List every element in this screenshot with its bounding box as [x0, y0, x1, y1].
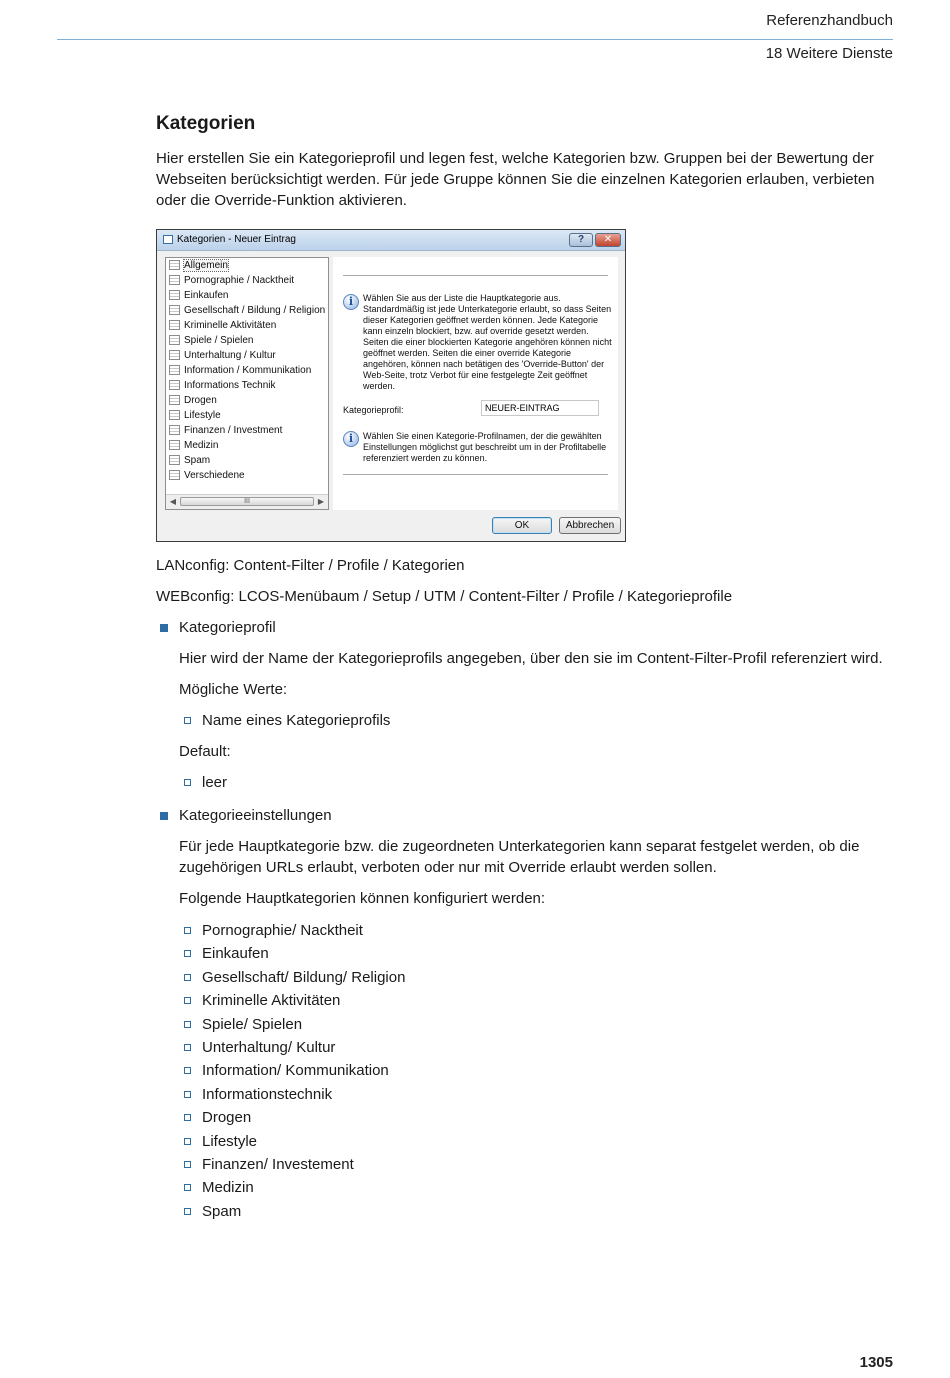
tree-item[interactable]: Gesellschaft / Bildung / Religion — [166, 303, 328, 318]
webconfig-path: WEBconfig: LCOS-Menübaum / Setup / UTM / Content-Filter / Profile / Kategorieprofile — [156, 588, 733, 605]
possible-values-label: Mögliche Werte: — [179, 681, 288, 698]
grid-icon — [169, 260, 180, 270]
tree-item-allgemein[interactable]: Allgemein — [166, 258, 328, 273]
grid-icon — [169, 470, 180, 480]
list-item: Spiele/ Spielen — [179, 1013, 893, 1036]
category-tree[interactable] — [165, 257, 329, 510]
info-text-profile: Wählen Sie einen Kategorie-Profilnamen, der die gewählten Einstellungen möglichst gut beschreibt um in der Profiltabelle referenziert werden zu können. — [363, 431, 607, 463]
parameter-list — [156, 617, 893, 1223]
scroll-right-icon[interactable]: ▶ — [317, 497, 325, 506]
list-item: Spam — [179, 1200, 893, 1223]
param-name: Kategorieprofil — [179, 619, 276, 636]
header-rule — [57, 39, 893, 40]
page-content — [156, 112, 893, 1235]
scroll-left-icon[interactable]: ◀ — [169, 497, 177, 506]
tree-item[interactable]: Information / Kommunikation — [166, 363, 328, 378]
profile-label: Kategorieprofil: — [343, 405, 404, 415]
info-icon: i — [343, 431, 359, 447]
settings-panel — [333, 257, 618, 510]
grid-icon — [169, 335, 180, 345]
tree-item[interactable]: Spam — [166, 453, 328, 468]
grid-icon — [169, 365, 180, 375]
grid-icon — [169, 455, 180, 465]
tree-item[interactable]: Medizin — [166, 438, 328, 453]
header-title: Referenzhandbuch — [766, 12, 893, 29]
category-list — [179, 919, 893, 1223]
grid-icon — [169, 395, 180, 405]
grid-icon — [169, 440, 180, 450]
profile-name-input[interactable] — [481, 400, 599, 416]
param-name: Kategorieeinstellungen — [179, 807, 332, 824]
grid-icon — [169, 320, 180, 330]
list-item: Drogen — [179, 1106, 893, 1129]
window-icon — [163, 235, 173, 244]
grid-icon — [169, 380, 180, 390]
param-kategorieeinstellungen — [156, 805, 893, 1223]
param-kategorieprofil — [156, 617, 893, 793]
dialog-screenshot — [156, 229, 626, 542]
default-label: Default: — [179, 743, 231, 760]
list-item: Informationstechnik — [179, 1083, 893, 1106]
tree-item[interactable]: Spiele / Spielen — [166, 333, 328, 348]
list-item: Einkaufen — [179, 942, 893, 965]
separator — [343, 275, 608, 276]
tree-item[interactable]: Kriminelle Aktivitäten — [166, 318, 328, 333]
cancel-button[interactable]: Abbrechen — [559, 517, 621, 534]
list-item: Pornographie/ Nacktheit — [179, 919, 893, 942]
horizontal-scrollbar[interactable] — [166, 494, 328, 509]
list-item: Unterhaltung/ Kultur — [179, 1036, 893, 1059]
list-item: Gesellschaft/ Bildung/ Religion — [179, 966, 893, 989]
possible-values-list — [179, 710, 893, 731]
list-item: leer — [179, 772, 893, 793]
tree-item[interactable]: Unterhaltung / Kultur — [166, 348, 328, 363]
tree-item[interactable]: Lifestyle — [166, 408, 328, 423]
dialog-titlebar — [157, 230, 625, 251]
grid-icon — [169, 350, 180, 360]
grid-icon — [169, 410, 180, 420]
page-number: 1305 — [859, 1354, 893, 1371]
list-item: Information/ Kommunikation — [179, 1059, 893, 1082]
dialog-title: Kategorien - Neuer Eintrag — [177, 234, 296, 245]
tree-item[interactable]: Informations Technik — [166, 378, 328, 393]
grid-icon — [169, 305, 180, 315]
categories-label: Folgende Hauptkategorien können konfiguriert werden: — [179, 890, 546, 907]
list-item: Lifestyle — [179, 1130, 893, 1153]
tree-item[interactable]: Pornographie / Nacktheit — [166, 273, 328, 288]
param-description: Hier wird der Name der Kategorieprofils angegeben, über den sie im Content-Filter-Profil referenziert wird. — [179, 650, 883, 667]
section-title: Kategorien — [156, 113, 256, 134]
list-item: Finanzen/ Investement — [179, 1153, 893, 1176]
default-values-list — [179, 772, 893, 793]
ok-button[interactable]: OK — [492, 517, 552, 534]
tree-item[interactable]: Finanzen / Investment — [166, 423, 328, 438]
section-intro: Hier erstellen Sie ein Kategorieprofil und legen fest, welche Kategorien bzw. Gruppen bei der Bewertung der Webseiten berücksichtigt werden. Für jede Gruppe können Sie die einzelnen Kategorien erlauben, verbieten oder die Override-Funktion aktivieren. — [156, 150, 875, 209]
list-item: Kriminelle Aktivitäten — [179, 989, 893, 1012]
grid-icon — [169, 275, 180, 285]
tree-item[interactable]: Einkaufen — [166, 288, 328, 303]
info-text-category: Wählen Sie aus der Liste die Hauptkategorie aus. Standardmäßig ist jede Unterkategorie erlaubt, so dass Seiten dieser Kategorien geöffnet werden können. Jede Kategorie kann einzeln blockiert, bzw. auf override gesetzt werden. Seiten die einer blockierten Kategorie angehören können nicht geöffnet werden. Seiten die einer override Kategorie angehören, können nach betätigen des 'Override-Button' der Web-Seite, trotz Verbot für eine festgelegte Zeit geöffnet werden. — [363, 293, 612, 391]
tree-item[interactable]: Drogen — [166, 393, 328, 408]
help-button[interactable]: ? — [569, 233, 593, 247]
list-item: Name eines Kategorieprofils — [179, 710, 893, 731]
close-button[interactable]: ✕ — [595, 233, 621, 247]
param-description: Für jede Hauptkategorie bzw. die zugeordneten Unterkategorien kann separat festgelet werden, ob die zugehörigen URLs erlaubt, verboten oder nur mit Override erlaubt werden sollen. — [179, 838, 860, 876]
scroll-thumb[interactable]: III — [180, 497, 314, 506]
header-chapter: 18 Weitere Dienste — [765, 45, 893, 62]
separator — [343, 474, 608, 475]
info-icon: i — [343, 294, 359, 310]
grid-icon — [169, 290, 180, 300]
list-item: Medizin — [179, 1176, 893, 1199]
tree-item[interactable]: Verschiedene — [166, 468, 328, 483]
lanconfig-path: LANconfig: Content-Filter / Profile / Kategorien — [156, 557, 465, 574]
grid-icon — [169, 425, 180, 435]
